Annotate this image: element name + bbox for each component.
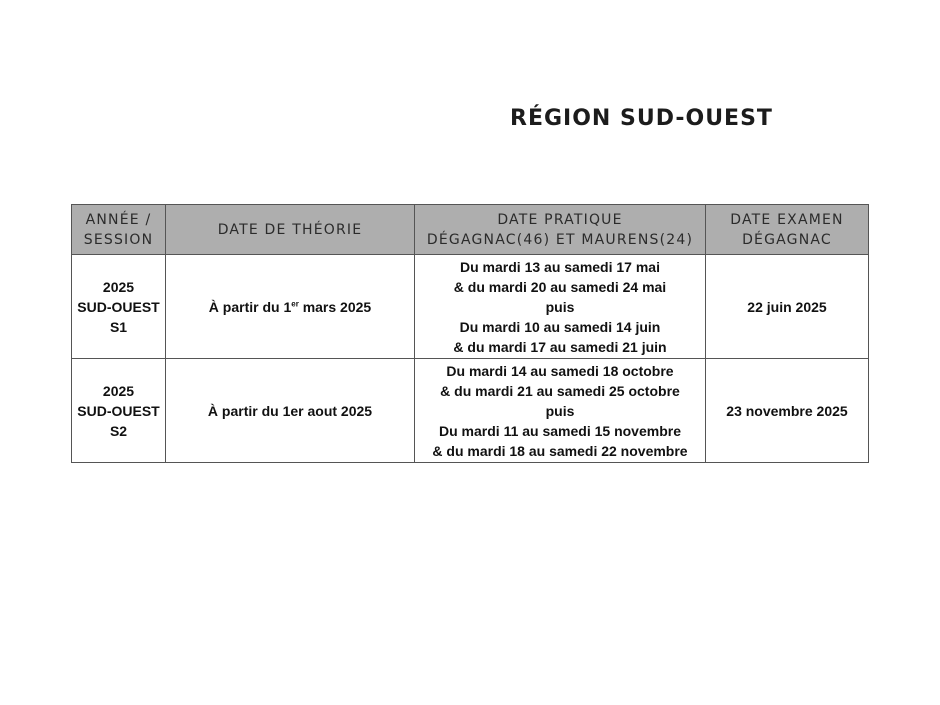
header-line: ANNÉE / [85, 211, 152, 228]
session-code: S1 [109, 318, 128, 335]
exam-cell [706, 255, 869, 359]
practice-line: puis [545, 298, 575, 315]
practice-line: Du mardi 13 au samedi 17 mai [460, 258, 660, 275]
practice-line: puis [545, 402, 575, 419]
theory-cell [166, 255, 415, 359]
exam-cell [706, 359, 869, 463]
theory-date [168, 297, 412, 317]
table-header [72, 205, 869, 255]
header-line: SESSION [83, 231, 154, 248]
header-row [72, 205, 869, 255]
header-line: DATE PRATIQUE [497, 211, 623, 228]
header-exam [706, 205, 869, 255]
theory-text: À partir du 1er aout 2025 [207, 402, 373, 419]
header-line: DATE EXAMEN [730, 211, 844, 228]
theory-text-end: mars 2025 [298, 298, 372, 315]
schedule-table [71, 204, 869, 463]
session-cell [72, 255, 166, 359]
header-practice [415, 205, 706, 255]
session-year: 2025 [102, 382, 135, 399]
theory-text: À partir du 1 [208, 298, 292, 315]
practice-line: Du mardi 14 au samedi 18 octobre [446, 362, 674, 379]
practice-line: & du mardi 18 au samedi 22 novembre [432, 442, 688, 459]
practice-line: Du mardi 10 au samedi 14 juin [459, 318, 661, 335]
table-row [72, 255, 869, 359]
exam-date: 23 novembre 2025 [726, 402, 848, 419]
practice-line: & du mardi 17 au samedi 21 juin [453, 338, 667, 355]
practice-line: & du mardi 21 au samedi 25 octobre [440, 382, 680, 399]
header-line: DATE DE THÉORIE [217, 221, 363, 238]
session-cell [72, 359, 166, 463]
session-region: SUD-OUEST [77, 298, 160, 315]
practice-line: & du mardi 20 au samedi 24 mai [453, 278, 667, 295]
header-session [72, 205, 166, 255]
table-row [72, 359, 869, 463]
session-region: SUD-OUEST [77, 402, 160, 419]
practice-cell [415, 359, 706, 463]
session-year: 2025 [102, 278, 135, 295]
page-title: RÉGION SUD-OUEST [510, 106, 773, 131]
theory-superscript: er [291, 298, 299, 308]
header-line: DÉGAGNAC(46) ET MAURENS(24) [426, 231, 694, 248]
practice-cell [415, 255, 706, 359]
header-line: DÉGAGNAC [742, 231, 832, 248]
header-theory [166, 205, 415, 255]
theory-cell [166, 359, 415, 463]
table-body [72, 255, 869, 463]
exam-date: 22 juin 2025 [747, 298, 827, 315]
practice-line: Du mardi 11 au samedi 15 novembre [439, 422, 681, 439]
session-code: S2 [109, 422, 128, 439]
theory-date [168, 401, 412, 421]
